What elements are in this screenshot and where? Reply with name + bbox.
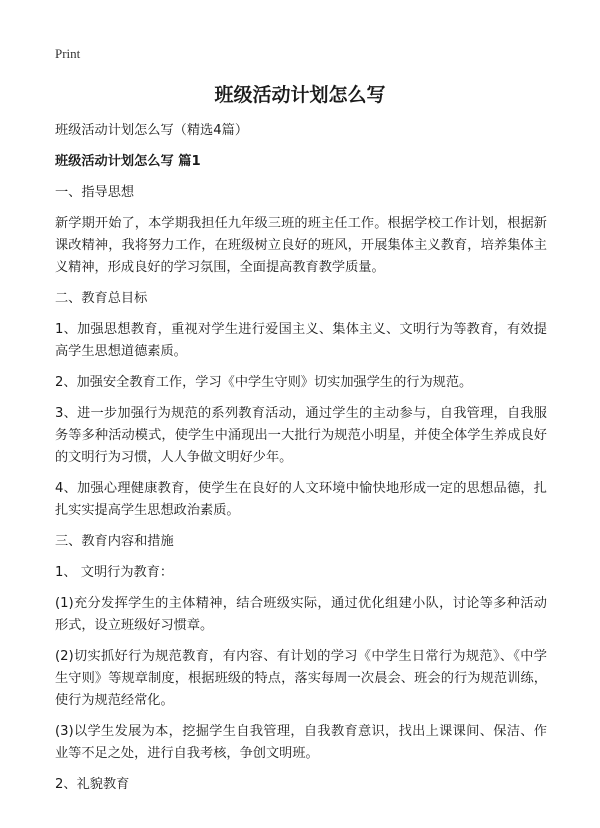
paragraph: (2)切实抓好行为规范教育，有内容、有计划的学习《中学生日常行为规范》、《中学生守则》等规章制度，根据班级的特点，落实每周一次晨会、班会的行为规范训练，使行为规范经常化。 (55, 649, 547, 708)
document-subtitle: 班级活动计划怎么写（精选4篇） (55, 123, 249, 138)
heading-content-measures: 三、教育内容和措施 (55, 534, 174, 549)
print-link[interactable]: Print (55, 46, 81, 61)
paragraph: 新学期开始了，本学期我担任九年级三班的班主任工作。根据学校工作计划，根据新课改精神，我将努力工作，在班级树立良好的班风，开展集体主义教育，培养集体主义精神，形成良好的学习氛围，全面提高教育教学质量。 (55, 216, 547, 275)
heading-education-goals: 二、教育总目标 (55, 291, 148, 306)
document-title: 班级活动计划怎么写 (214, 84, 386, 106)
paragraph: 1、加强思想教育，重视对学生进行爱国主义、集体主义、文明行为等教育，有效提高学生思想道德素质。 (55, 322, 547, 359)
section-title: 班级活动计划怎么写 篇1 (55, 154, 201, 169)
subheading-etiquette: 2、礼貌教育 (55, 777, 130, 792)
heading-guiding-ideology: 一、指导思想 (55, 185, 135, 200)
paragraph: (3)以学生发展为本，挖掘学生自我管理，自我教育意识，找出上课课间、保洁、作业等不足之处，进行自我考核，争创文明班。 (55, 724, 547, 761)
paragraph: 3、进一步加强行为规范的系列教育活动，通过学生的主动参与，自我管理，自我服务等多种活动模式，使学生中涌现出一大批行为规范小明星，并使全体学生养成良好的文明行为习惯，人人争做文明好少年。 (55, 406, 547, 465)
paragraph: 2、加强安全教育工作，学习《中学生守则》切实加强学生的行为规范。 (55, 375, 473, 390)
document-body (55, 120, 547, 805)
subheading-civilized-behavior: 1、 文明行为教育： (55, 565, 174, 580)
paragraph: 4、加强心理健康教育，使学生在良好的人文环境中愉快地形成一定的思想品德，扎扎实实提高学生思想政治素质。 (55, 481, 547, 518)
paragraph: (1)充分发挥学生的主体精神，结合班级实际，通过优化组建小队，讨论等多种活动形式，设立班级好习惯章。 (55, 596, 547, 633)
